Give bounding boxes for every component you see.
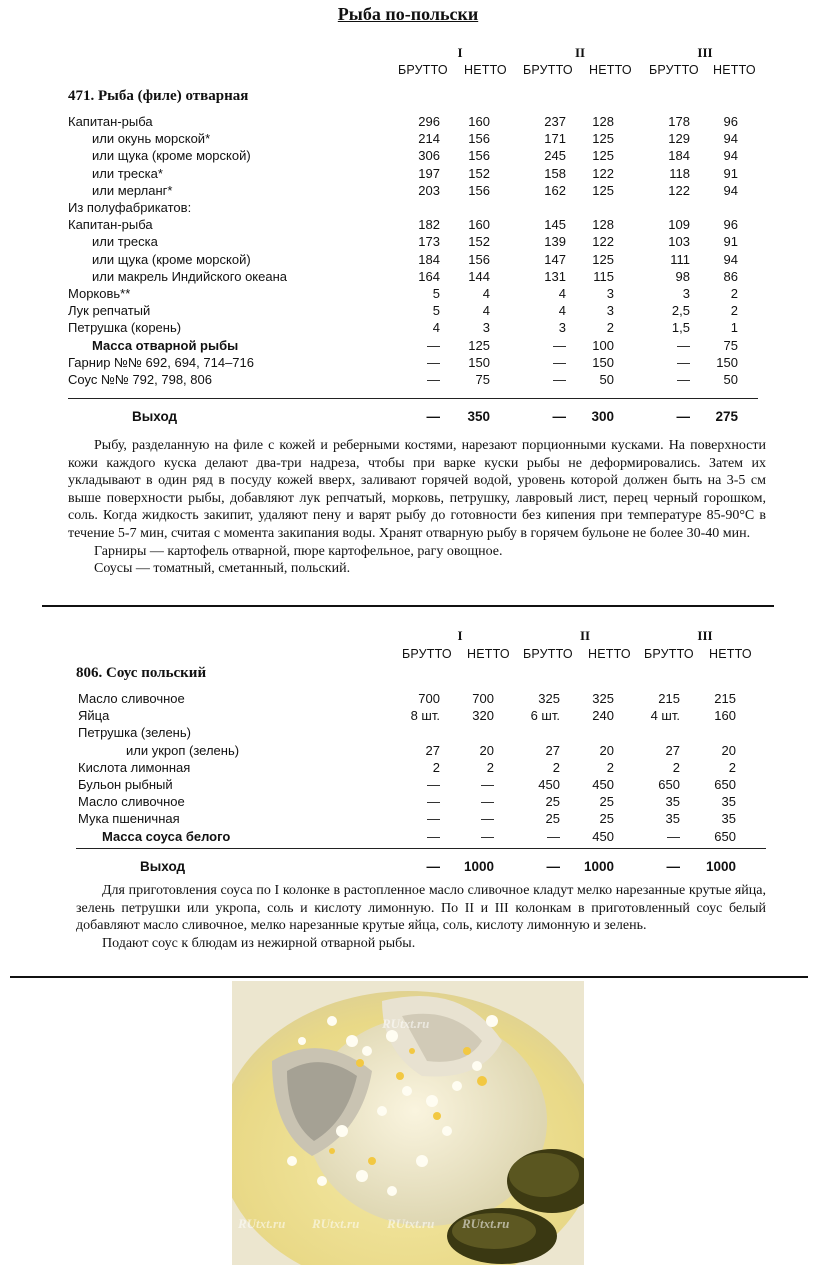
- ingredient-label: Лук репчатый: [68, 303, 151, 319]
- ingredient-value: 450: [592, 828, 614, 844]
- ingredient-value: 150: [592, 354, 614, 370]
- col-brutto: БРУТТО: [523, 647, 573, 661]
- output-value: —: [676, 409, 690, 424]
- ingredient-value: 129: [668, 131, 690, 147]
- ingredient-value: 125: [592, 148, 614, 164]
- ingredient-value: 152: [468, 165, 490, 181]
- ingredient-label: или макрель Индийского океана: [92, 268, 287, 284]
- ingredient-value: 158: [544, 165, 566, 181]
- output-value: —: [552, 409, 566, 424]
- col-brutto: БРУТТО: [523, 63, 573, 77]
- output-value: 1000: [705, 859, 736, 874]
- recipe-title: 471. Рыба (филе) отварная: [68, 88, 249, 104]
- ingredient-value: 3: [482, 320, 490, 336]
- ingredient-label: Масло сливочное: [78, 691, 185, 706]
- ingredient-label: или треска*: [92, 165, 163, 181]
- recipe-title: 806. Соус польский: [76, 665, 207, 681]
- ingredient-value: 4: [558, 286, 566, 301]
- col-netto: НЕТТО: [589, 63, 632, 77]
- table-row: [0, 828, 816, 845]
- ingredient-value: 700: [472, 691, 494, 706]
- ingredient-value: 35: [721, 794, 736, 810]
- group-header-1: I: [457, 45, 463, 60]
- output-label: Выход: [132, 409, 178, 424]
- ingredient-value: —: [553, 372, 566, 387]
- ingredient-value: 4: [558, 303, 566, 319]
- ingredient-label: Морковь**: [68, 286, 131, 301]
- ingredient-value: 27: [425, 742, 440, 758]
- ingredient-value: 128: [592, 217, 614, 233]
- ingredient-value: 152: [468, 234, 490, 250]
- garnish-paragraph: Гарниры — картофель отварной, пюре картофельное, рагу овощное.: [94, 543, 503, 559]
- ingredient-value: 27: [665, 742, 680, 758]
- ingredient-label: или окунь морской*: [92, 131, 211, 147]
- ingredient-value: 144: [468, 268, 490, 284]
- ingredient-value: —: [677, 337, 690, 353]
- ingredient-value: 2: [486, 759, 494, 775]
- ingredient-value: 173: [418, 234, 440, 250]
- ingredient-value: 2: [672, 759, 680, 775]
- group-header-3: III: [697, 45, 713, 60]
- ingredient-value: 325: [592, 691, 614, 706]
- ingredient-label: Масса соуса белого: [102, 828, 231, 844]
- ingredient-label: Яйца: [78, 708, 110, 724]
- ingredient-value: 86: [723, 268, 738, 284]
- ingredient-value: 156: [468, 148, 490, 164]
- table-row: [0, 707, 816, 724]
- ingredient-value: 145: [544, 217, 566, 233]
- ingredient-value: —: [677, 372, 690, 387]
- output-value: —: [666, 859, 680, 874]
- ingredient-value: —: [481, 777, 494, 792]
- ingredient-value: 50: [599, 372, 614, 387]
- ingredient-value: 122: [592, 234, 614, 250]
- ingredient-label: Капитан-рыба: [68, 217, 153, 233]
- ingredient-value: 4: [482, 303, 490, 319]
- ingredient-value: 1: [730, 320, 738, 336]
- ingredient-value: 125: [592, 182, 614, 198]
- ingredient-value: 320: [472, 708, 494, 724]
- output-value: 1000: [463, 859, 494, 874]
- ingredient-value: 125: [592, 251, 614, 267]
- ingredient-value: 96: [723, 217, 738, 233]
- ingredient-value: 450: [592, 777, 614, 792]
- ingredient-value: —: [481, 811, 494, 827]
- output-value: —: [426, 409, 440, 424]
- ingredient-value: 197: [418, 165, 440, 181]
- instructions-paragraph: Рыбу, разделанную на филе с кожей и реберными костями, нарезают порционными кусками. На поверхности кожи каждого куска делают два-три надреза, чтобы при варке куски рыбы не деформировались. Затем их укладывают в один ряд в посуду кожей вверх, заливают горячей водой, уровень которой должен быть на 3-5 см выше поверхности рыбы, добавляют лук репчатый, морковь, петрушку, лавровый лист, перец черный горошком, соль. Когда жидкость закипит, удаляют пену и варят рыбу до готовности без кипения при температуре 85-90°С в течение 5-7 мин, считая с момента закипания воды. Хранят отварную рыбу в горячем бульоне не более 30-40 мин.: [68, 438, 766, 541]
- ingredient-value: 650: [714, 777, 736, 792]
- table-row: [0, 759, 816, 776]
- output-value: —: [546, 859, 560, 874]
- ingredient-value: 125: [468, 337, 490, 353]
- ingredient-value: —: [481, 828, 494, 844]
- ingredient-value: 171: [544, 131, 566, 147]
- ingredient-value: 98: [675, 268, 690, 284]
- col-netto: НЕТТО: [588, 647, 631, 661]
- ingredient-value: —: [427, 354, 440, 370]
- ingredient-value: 94: [723, 148, 738, 164]
- ingredient-value: 156: [468, 182, 490, 198]
- ingredient-value: 94: [723, 182, 738, 198]
- ingredient-value: 35: [665, 794, 680, 810]
- ingredient-value: 5: [432, 286, 440, 301]
- ingredient-value: 215: [658, 691, 680, 706]
- ingredient-value: 35: [665, 811, 680, 827]
- ingredient-label: Петрушка (зелень): [78, 725, 191, 741]
- table-row: [0, 724, 816, 741]
- ingredient-value: 3: [606, 286, 614, 301]
- ingredient-value: 25: [545, 811, 560, 827]
- ingredient-value: 184: [418, 251, 440, 267]
- ingredient-value: 103: [668, 234, 690, 250]
- ingredient-value: 2: [606, 759, 614, 775]
- ingredient-value: 35: [721, 811, 736, 827]
- ingredient-value: 94: [723, 251, 738, 267]
- ingredient-label: Мука пшеничная: [78, 811, 180, 827]
- ingredient-value: 75: [723, 337, 738, 353]
- ingredient-value: 2: [728, 759, 736, 775]
- ingredient-value: 306: [418, 148, 440, 164]
- col-netto: НЕТТО: [467, 647, 510, 661]
- ingredient-label: Гарнир №№ 692, 694, 714–716: [68, 354, 254, 370]
- ingredient-value: 75: [475, 372, 490, 387]
- ingredient-value: 25: [599, 794, 614, 810]
- ingredient-value: 147: [544, 251, 566, 267]
- ingredient-value: —: [427, 777, 440, 792]
- ingredient-value: 150: [716, 354, 738, 370]
- ingredient-value: 25: [545, 794, 560, 810]
- ingredient-value: 150: [468, 354, 490, 370]
- ingredient-value: —: [677, 354, 690, 370]
- table-rule: [76, 848, 766, 849]
- serving-paragraph: Подают соус к блюдам из нежирной отварной рыбы.: [102, 935, 416, 951]
- ingredient-value: 8 шт.: [410, 708, 440, 724]
- ingredient-value: 184: [668, 148, 690, 164]
- ingredient-value: 91: [723, 165, 738, 181]
- ingredient-label: Соус №№ 792, 798, 806: [68, 372, 212, 387]
- output-value: 1000: [583, 859, 614, 874]
- ingredient-value: 296: [418, 114, 440, 129]
- ingredient-value: 1,5: [671, 320, 690, 336]
- ingredient-value: 27: [545, 742, 560, 758]
- ingredient-value: 3: [682, 286, 690, 301]
- ingredient-value: 2: [730, 303, 738, 319]
- ingredient-value: 125: [592, 131, 614, 147]
- col-netto: НЕТТО: [464, 63, 507, 77]
- ingredient-value: 650: [658, 777, 680, 792]
- ingredient-value: 450: [538, 777, 560, 792]
- ingredient-value: —: [427, 794, 440, 810]
- col-brutto: БРУТТО: [644, 647, 694, 661]
- ingredient-value: 325: [538, 691, 560, 706]
- ingredient-value: 3: [558, 320, 566, 336]
- ingredient-value: 2,5: [671, 303, 690, 319]
- ingredient-value: 25: [599, 811, 614, 827]
- ingredient-value: 139: [544, 234, 566, 250]
- output-values: [0, 858, 816, 875]
- col-netto: НЕТТО: [709, 647, 752, 661]
- ingredient-label: Масса отварной рыбы: [92, 337, 239, 353]
- sauce-paragraph: Соусы — томатный, сметанный, польский.: [94, 561, 351, 577]
- ingredient-value: —: [481, 794, 494, 810]
- output-value: 350: [467, 409, 490, 424]
- ingredient-value: 3: [606, 303, 614, 319]
- ingredient-value: 128: [592, 114, 614, 129]
- ingredient-label: Бульон рыбный: [78, 777, 173, 792]
- ingredient-value: 111: [670, 251, 690, 267]
- ingredient-value: 96: [723, 114, 738, 129]
- ingredient-value: 164: [418, 268, 440, 284]
- ingredient-value: —: [427, 811, 440, 827]
- ingredient-value: 122: [592, 165, 614, 181]
- group-header-1: I: [457, 628, 463, 643]
- ingredient-value: 162: [544, 182, 566, 198]
- ingredient-value: —: [547, 828, 560, 844]
- ingredient-value: 156: [468, 251, 490, 267]
- ingredient-value: 700: [418, 691, 440, 706]
- ingredient-value: 160: [468, 114, 490, 129]
- watermark: RUtxt.ru: [462, 1216, 510, 1231]
- ingredient-value: 215: [714, 691, 736, 706]
- dish-photo: [232, 981, 584, 1265]
- ingredient-value: 2: [606, 320, 614, 336]
- section-divider: [10, 976, 808, 978]
- output-value: 300: [591, 409, 614, 424]
- ingredient-value: 131: [544, 268, 566, 284]
- ingredient-value: 6 шт.: [530, 708, 560, 724]
- ingredient-value: 160: [468, 217, 490, 233]
- ingredient-label: Капитан-рыба: [68, 114, 153, 129]
- ingredient-value: 4: [432, 320, 440, 336]
- ingredient-label: или треска: [92, 234, 158, 250]
- ingredient-value: 118: [669, 165, 690, 181]
- table-row: [0, 742, 816, 759]
- recipe-text: [76, 882, 766, 952]
- ingredient-value: 2: [730, 286, 738, 301]
- ingredient-value: 237: [544, 114, 566, 129]
- ingredient-label: Петрушка (корень): [68, 320, 182, 336]
- ingredient-value: 156: [468, 131, 490, 147]
- ingredient-value: 214: [418, 131, 440, 147]
- ingredient-value: 4 шт.: [650, 708, 680, 724]
- ingredient-value: 20: [599, 742, 614, 758]
- output-value: 275: [715, 409, 738, 424]
- ingredient-value: —: [553, 337, 566, 353]
- ingredient-value: —: [667, 828, 680, 844]
- ingredient-label: Из полуфабрикатов:: [68, 200, 192, 215]
- ingredient-value: 94: [723, 131, 738, 147]
- ingredient-label: или щука (кроме морской): [92, 148, 251, 164]
- ingredient-value: 109: [668, 217, 690, 233]
- table-row: [0, 776, 816, 793]
- group-header-3: III: [697, 628, 713, 643]
- watermark: RUtxt.ru: [382, 1016, 430, 1031]
- group-header-2: II: [579, 628, 591, 643]
- ingredient-value: —: [553, 354, 566, 370]
- ingredient-value: 2: [552, 759, 560, 775]
- ingredient-value: 122: [668, 182, 690, 198]
- instructions-paragraph: Для приготовления соуса по I колонке в растопленное масло сливочное кладут мелко нарезанные крутые яйца, зелень петрушки или укропа, соль и кислоту лимонную. По II и III колонкам в приготовленный соус белый добавляют масло сливочное, мелко нарезанные крутые яйца, соль, кислоту лимонную и зелень.: [76, 883, 766, 934]
- ingredient-value: —: [427, 828, 440, 844]
- ingredient-value: 20: [479, 742, 494, 758]
- output-label: Выход: [140, 859, 186, 874]
- table-row: [0, 690, 816, 707]
- col-brutto: БРУТТО: [402, 647, 452, 661]
- ingredient-value: —: [427, 337, 440, 353]
- ingredient-label: Кислота лимонная: [78, 759, 191, 775]
- output-value: —: [426, 859, 440, 874]
- ingredient-value: 5: [432, 303, 440, 319]
- ingredient-value: 4: [482, 286, 490, 301]
- ingredient-value: 2: [432, 759, 440, 775]
- ingredient-value: 650: [714, 828, 736, 844]
- ingredient-value: 240: [592, 708, 614, 724]
- ingredient-value: 182: [418, 217, 440, 233]
- col-netto: НЕТТО: [713, 63, 756, 77]
- table-row: [0, 793, 816, 810]
- ingredient-label: или мерланг*: [92, 182, 173, 198]
- ingredient-value: 50: [723, 372, 738, 387]
- watermark: RUtxt.ru: [312, 1216, 360, 1231]
- ingredient-value: —: [427, 372, 440, 387]
- col-brutto: БРУТТО: [649, 63, 699, 77]
- ingredient-value: 245: [544, 148, 566, 164]
- watermark: RUtxt.ru: [387, 1216, 435, 1231]
- ingredient-value: 91: [723, 234, 738, 250]
- table-row: [0, 810, 816, 827]
- group-header-2: II: [574, 45, 586, 60]
- ingredient-value: 160: [714, 708, 736, 724]
- ingredient-label: или щука (кроме морской): [92, 251, 251, 267]
- col-brutto: БРУТТО: [398, 63, 448, 77]
- ingredient-label: Масло сливочное: [78, 794, 185, 810]
- page-title: Рыба по-польски: [337, 4, 479, 24]
- ingredient-value: 115: [593, 268, 614, 284]
- watermark: RUtxt.ru: [238, 1216, 286, 1231]
- ingredient-value: 203: [418, 182, 440, 198]
- ingredient-label: или укроп (зелень): [126, 742, 240, 758]
- ingredient-value: 100: [592, 337, 614, 353]
- ingredient-value: 20: [721, 742, 736, 758]
- ingredient-value: 178: [668, 114, 690, 129]
